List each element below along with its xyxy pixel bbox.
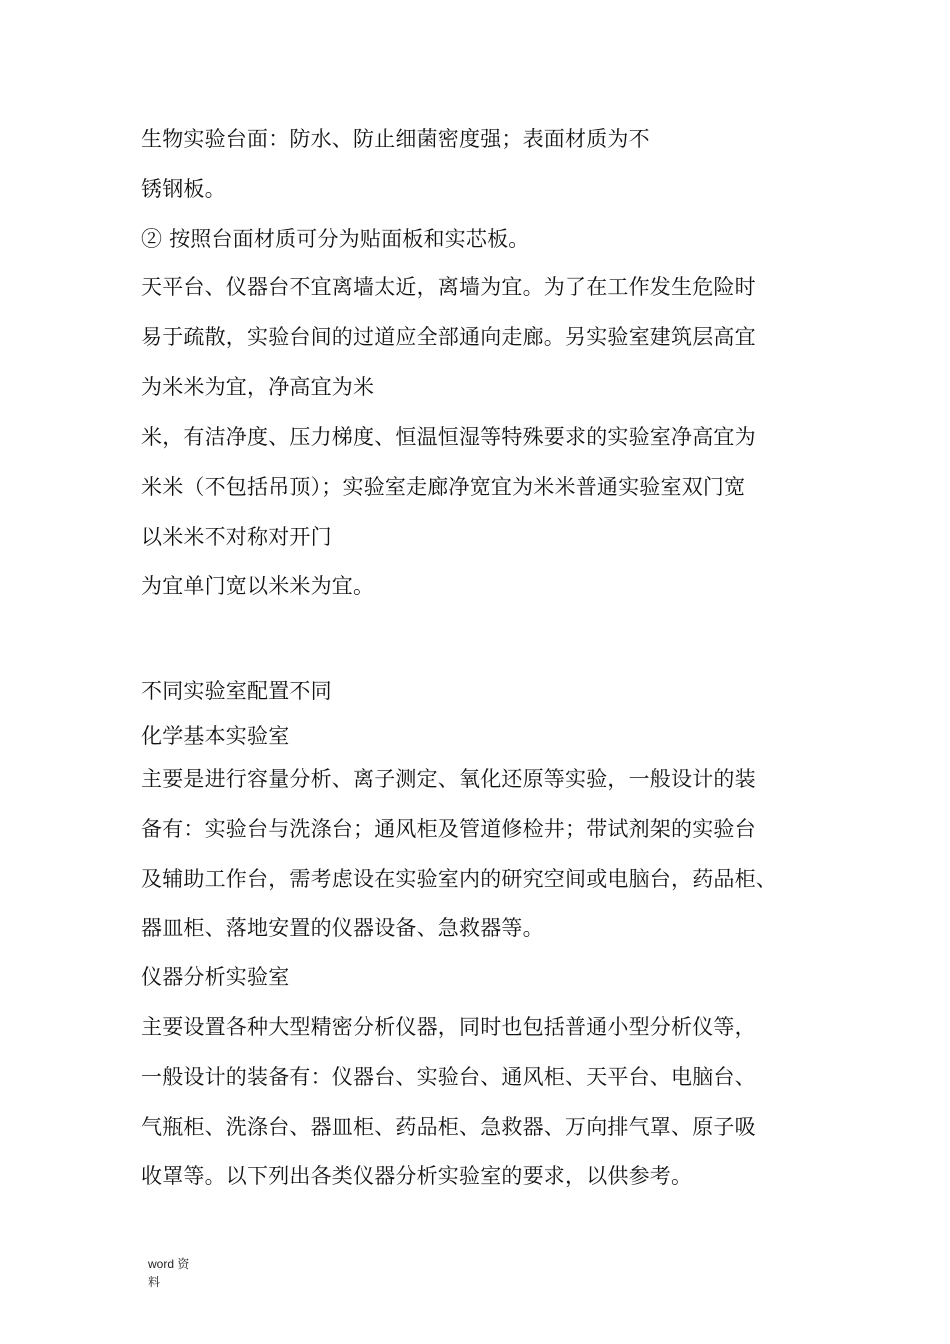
footer-label: 料	[148, 1275, 161, 1289]
text-line: 米，有洁净度、压力梯度、恒温恒湿等特殊要求的实验室净高宜为	[141, 425, 756, 449]
text-line: 主要是进行容量分析、离子测定、氧化还原等实验，一般设计的装	[141, 767, 756, 791]
section-heading: 化学基本实验室	[141, 724, 290, 748]
footer-label: word 资	[148, 1257, 190, 1271]
text-line: 主要设置各种大型精密分析仪器，同时也包括普通小型分析仪等，	[141, 1015, 756, 1039]
text-line: 为宜单门宽以米米为宜。	[141, 574, 375, 598]
text-line: 易于疏散，实验台间的过道应全部通向走廊。另实验室建筑层高宜	[141, 325, 756, 349]
text-line: 天平台、仪器台不宜离墙太近，离墙为宜。为了在工作发生危险时	[141, 275, 756, 299]
text-line: 生物实验台面：防水、防止细菌密度强；表面材质为不	[141, 127, 650, 151]
text-line: 气瓶柜、洗涤台、器皿柜、药品柜、急救器、万向排气罩、原子吸	[141, 1115, 756, 1139]
text-line: 收罩等。以下列出各类仪器分析实验室的要求，以供参考。	[141, 1164, 693, 1188]
section-heading: 不同实验室配置不同	[141, 679, 332, 703]
text-line: ② 按照台面材质可分为贴面板和实芯板。	[141, 227, 530, 251]
text-line: 一般设计的装备有：仪器台、实验台、通风柜、天平台、电脑台、	[141, 1065, 756, 1089]
text-line: 及辅助工作台，需考虑设在实验室内的研究空间或电脑台，药品柜、	[141, 867, 777, 891]
text-line: 备有：实验台与洗涤台；通风柜及管道修检井；带试剂架的实验台	[141, 817, 756, 841]
section-heading: 仪器分析实验室	[141, 965, 290, 989]
text-line: 以米米不对称对开门	[141, 525, 332, 549]
text-line: 米米（不包括吊顶）；实验室走廊净宽宜为米米普通实验室双门宽	[141, 475, 746, 499]
text-line: 为米米为宜，净高宜为米	[141, 375, 375, 399]
text-line: 锈钢板。	[141, 177, 226, 201]
text-line: 器皿柜、落地安置的仪器设备、急救器等。	[141, 916, 544, 940]
